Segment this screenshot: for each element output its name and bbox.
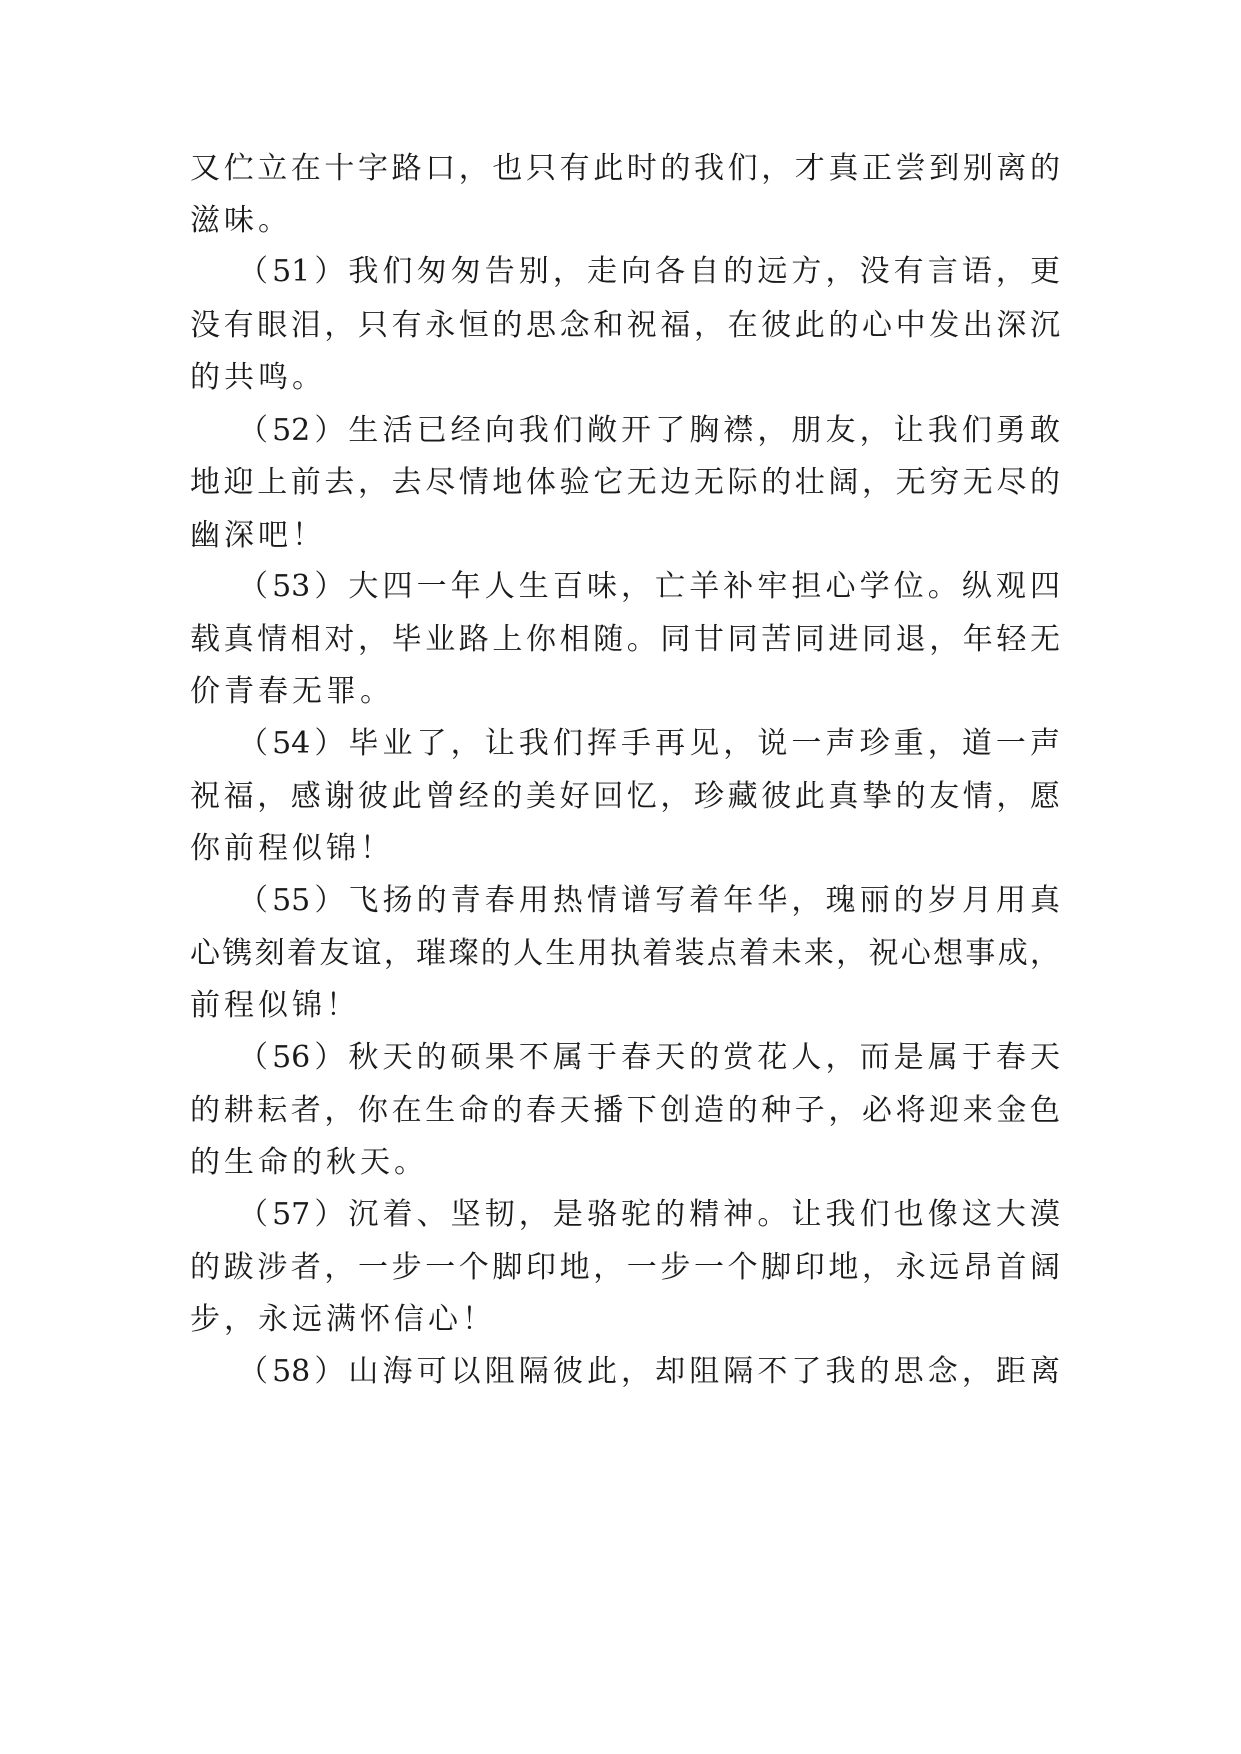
text-line: 的耕耘者，你在生命的春天播下创造的种子，必将迎来金色 [190, 1093, 1060, 1128]
paragraph-54-first-line: （54）毕业了，让我们挥手再见，说一声珍重，道一声 [238, 726, 1060, 761]
text-line: 心镌刻着友谊，璀璨的人生用执着装点着未来，祝心想事成， [190, 936, 1060, 971]
paragraph-57-first-line: （57）沉着、坚韧，是骆驼的精神。让我们也像这大漠 [238, 1197, 1060, 1232]
paragraph-58-first-line: （58）山海可以阻隔彼此，却阻隔不了我的思念，距离 [238, 1354, 1060, 1389]
text-line: 的跋涉者，一步一个脚印地，一步一个脚印地，永远昂首阔 [190, 1250, 1060, 1285]
text-line: 滋味。 [190, 203, 292, 238]
paragraph-51-first-line: （51）我们匆匆告别，走向各自的远方，没有言语，更 [238, 254, 1060, 289]
paragraph-52-first-line: （52）生活已经向我们敞开了胸襟，朋友，让我们勇敢 [238, 413, 1060, 448]
paragraph-56-first-line: （56）秋天的硕果不属于春天的赏花人，而是属于春天 [238, 1040, 1060, 1075]
text-line: 没有眼泪，只有永恒的思念和祝福，在彼此的心中发出深沉 [190, 308, 1060, 343]
text-line: 你前程似锦！ [190, 831, 394, 866]
text-line: 步，永远满怀信心！ [190, 1302, 496, 1337]
text-line: 的共鸣。 [190, 360, 326, 395]
text-line: 前程似锦！ [190, 988, 360, 1023]
text-line: 祝福，感谢彼此曾经的美好回忆，珍藏彼此真挚的友情，愿 [190, 779, 1060, 814]
text-line: 载真情相对，毕业路上你相随。同甘同苦同进同退，年轻无 [190, 622, 1060, 657]
text-line: 幽深吧！ [190, 518, 326, 553]
text-line: 地迎上前去，去尽情地体验它无边无际的壮阔，无穷无尽的 [190, 465, 1060, 500]
paragraph-53-first-line: （53）大四一年人生百味，亡羊补牢担心学位。纵观四 [238, 569, 1060, 604]
text-line: 的生命的秋天。 [190, 1145, 428, 1180]
text-line: 又伫立在十字路口，也只有此时的我们，才真正尝到别离的 [190, 151, 1060, 186]
paragraph-55-first-line: （55）飞扬的青春用热情谱写着年华，瑰丽的岁月用真 [238, 883, 1060, 918]
text-line: 价青春无罪。 [190, 674, 394, 709]
